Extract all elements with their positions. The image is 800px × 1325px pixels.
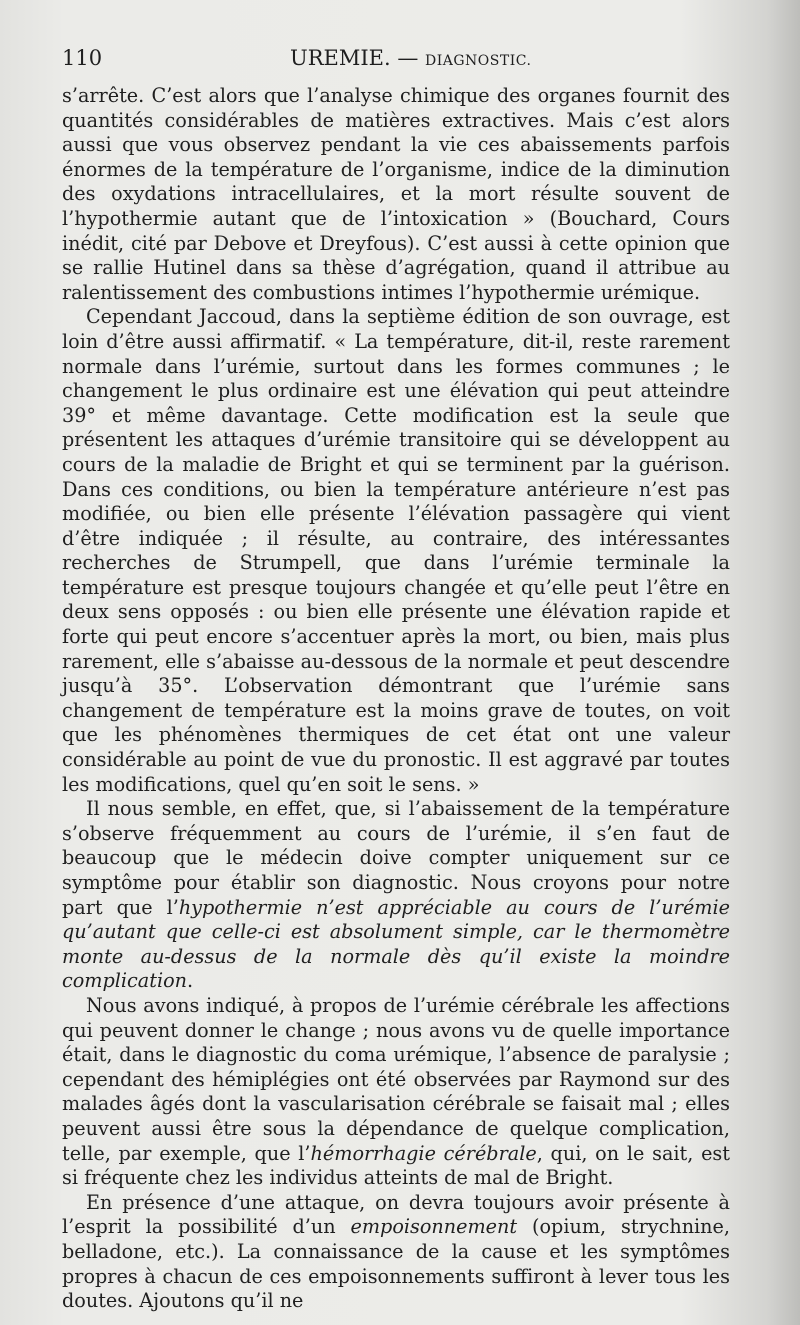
paragraph-text: . [187, 969, 194, 993]
italic-term: hémorrhagie cérébrale [310, 1141, 537, 1165]
paragraph-empoisonnement [62, 1191, 730, 1314]
paragraph-text: Il nous semble, en effet, que, si l’abaissement de la température s’observe fréquemment au cours de l’urémie, il s’en faut de beaucoup que le médecin doive compter uniquement sur ce symptôme pour établir son diagnostic. Nous croyons pour notre part que l’ [62, 797, 730, 919]
italic-thesis: hypothermie n’est appréciable au cours de l’urémie qu’autant que celle-ci est absolument simple, car le thermomètre monte au-dessus de la normale dès qu’il existe la moindre complication [62, 895, 730, 993]
paragraph-text: Nous avons indiqué, à propos de l’urémie cérébrale les affections qui peuvent donner le change ; nous avons vu de quelle importance était, dans le diagnostic du coma urémique, l’absence de paralysie ; cependant des hémiplégies ont été observées par Raymond sur des malades âgés dont la vascularisation cérébrale se faisait mal ; elles peuvent aussi être sous la dépendance de quelque complication, telle, par exemple, que l’ [62, 993, 730, 1165]
running-title-section: DIAGNOSTIC. [425, 53, 532, 69]
running-header [62, 46, 732, 76]
paragraph-hypothermie [62, 797, 730, 994]
running-title [290, 46, 531, 70]
page-number: 110 [62, 46, 103, 70]
paragraph-text: (opium, strychnine, belladone, etc.). La connaissance de la cause et les symptômes propres à chacun de ces empoisonnements suffiront à lever tous les doutes. Ajoutons qu’il ne [62, 1215, 730, 1313]
italic-term: empoisonnement [350, 1215, 518, 1239]
paragraph-text: En présence d’une attaque, on devra toujours avoir présente à l’esprit la possibilité d’un [62, 1190, 730, 1239]
paragraph-continuation: s’arrête. C’est alors que l’analyse chimique des organes fournit des quantités considérables de matières extractives. Mais c’est alors aussi que vous observez pendant la vie ces abaissements parfois énormes de la température de l’organisme, indice de la diminution des oxydations intracellulaires, et la mort résulte souvent de l’hypothermie autant que de l’intoxication » (Bouchard, Cours inédit, cité par Debove et Dreyfous). C’est aussi à cette opinion que se rallie Hutinel dans sa thèse d’agrégation, quand il attribue au ralentissement des combustions intimes l’hypothermie urémique. [62, 84, 730, 304]
paragraph-uremie-cerebrale [62, 994, 730, 1191]
paragraph-text: , qui, on le sait, est si fréquente chez les individus atteints de mal de Bright. [62, 1141, 730, 1190]
paragraph-jaccoud: Cependant Jaccoud, dans la septième édition de son ouvrage, est loin d’être aussi affirmatif. « La température, dit-il, reste rarement normale dans l’urémie, surtout dans les formes communes ; le changement le plus ordinaire est une élévation qui peut atteindre 39° et même davantage. Cette modification est la seule que présentent les attaques d’urémie transitoire qui se développent au cours de la maladie de Bright et qui se terminent par la guérison. Dans ces conditions, ou bien la température antérieure n’est pas modifiée, ou bien elle présente l’élévation passagère qui vient d’être indiquée ; il résulte, au contraire, des intéressantes recherches de Strumpell, que dans l’urémie terminale la température est presque toujours changée et qu’elle peut l’être en deux sens opposés : ou bien elle présente une élévation rapide et forte qui peut encore s’accentuer après la mort, ou bien, mais plus rarement, elle s’abaisse au-dessous de la normale et peut descendre jusqu’à 35°. L’observation démontrant que l’urémie sans changement de température est la moins grave de toutes, on voit que les phénomènes thermiques de cet état ont une valeur considérable au point de vue du pronostic. Il est aggravé par toutes les modifications, quel qu’en soit le sens. » [62, 305, 730, 796]
page-body [62, 84, 730, 1314]
running-title-main: UREMIE. — [290, 46, 425, 70]
